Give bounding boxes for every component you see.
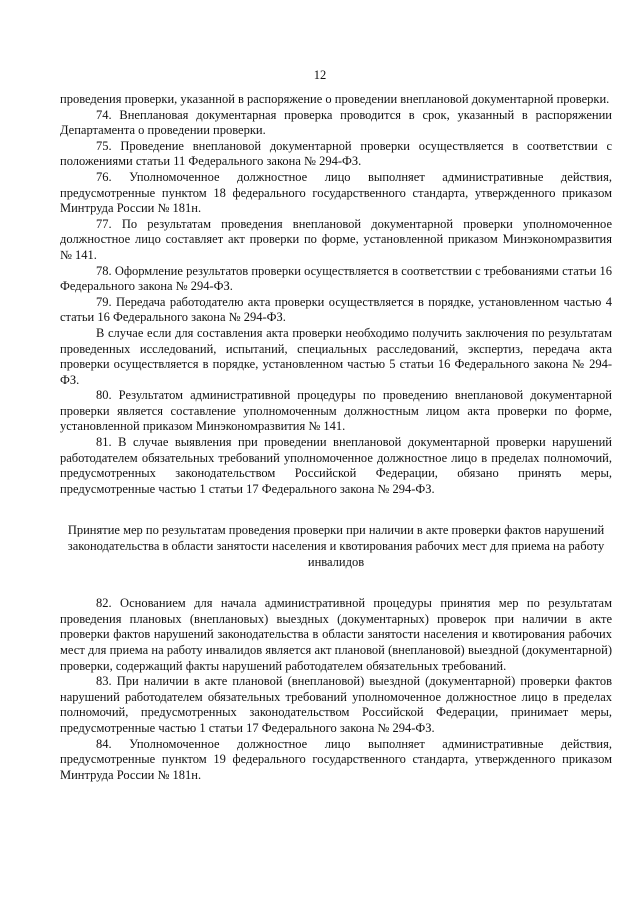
paragraph-p82: 82. Основанием для начала административной процедуры принятия мер по результатам проведения плановых (внеплановых) выездных (документарных) проверок при наличии в акте проверки фактов нарушений законодательства в области занятости населения и квотирования рабочих мест для приема на работу инвалидов является акт плановой (внеплановой) выездной (документарной) проверки, содержащий факты нарушений работодателем обязательных требований. — [60, 596, 612, 673]
section-heading: Принятие мер по результатам проведения проверки при наличии в акте проверки фактов нарушений законодательства в области занятости населения и квотирования рабочих мест для приема на работу инвалидов — [67, 523, 605, 569]
paragraph-group-bottom — [60, 596, 612, 783]
paragraph-p78: 78. Оформление результатов проверки осуществляется в соответствии с требованиями статьи 16 Федерального закона № 294-ФЗ. — [60, 263, 612, 294]
paragraph-p77: 77. По результатам проведения внеплановой документарной проверки уполномоченное должностное лицо составляет акт проверки по форме, установленной приказом Минэкономразвития № 141. — [60, 216, 612, 262]
paragraph-cont: проведения проверки, указанной в распоряжение о проведении внеплановой документарной проверки. — [60, 92, 610, 106]
paragraph-p79b: В случае если для составления акта проверки необходимо получить заключения по результатам проведенных исследований, испытаний, специальных расследований, экспертиз, передача акта проверки осуществляется в порядке, установленном частью 5 статьи 16 Федерального закона № 294-ФЗ. — [60, 325, 612, 387]
page-number: 12 — [313, 68, 327, 82]
paragraph-p76: 76. Уполномоченное должностное лицо выполняет административные действия, предусмотренные пунктом 18 федерального государственного стандарта, утвержденного приказом Минтруда России № 181н. — [60, 169, 612, 216]
paragraph-p84: 84. Уполномоченное должностное лицо выполняет административные действия, предусмотренные пунктом 19 федерального государственного стандарта, утвержденного приказом Минтруда России № 181н. — [60, 736, 612, 782]
paragraph-p80: 80. Результатом административной процедуры по проведению внеплановой документарной проверки является составление уполномоченным должностным лицом акта проверки по форме, установленной приказом Минэкономразвития № 141. — [60, 388, 612, 434]
paragraph-group-top — [60, 92, 612, 497]
paragraph-p74: 74. Внеплановая документарная проверка проводится в срок, указанный в распоряжении Департамента о проведении проверки. — [60, 107, 612, 138]
paragraph-p83: 83. При наличии в акте плановой (внеплановой) выездной (документарной) проверки фактов нарушений работодателем обязательных требований уполномоченное должностное лицо в пределах полномочий, предусмотренных законодательством Российской Федерации, принимает меры, предусмотренные частью 1 статьи 17 Федерального закона № 294-ФЗ. — [60, 674, 612, 735]
paragraph-p79: 79. Передача работодателю акта проверки осуществляется в порядке, установленном частью 4 статьи 16 Федерального закона № 294-ФЗ. — [60, 294, 612, 325]
paragraph-p75: 75. Проведение внеплановой документарной проверки осуществляется в соответствии с положениями статьи 11 Федерального закона № 294-ФЗ. — [60, 138, 612, 169]
paragraph-p81: 81. В случае выявления при проведении внеплановой документарной проверки нарушений работодателем обязательных требований уполномоченное должностное лицо в пределах полномочий, предусмотренных законодательством Российской Федерации, обязано принять меры, предусмотренные частью 1 статьи 17 Федерального закона № 294-ФЗ. — [60, 435, 612, 496]
document-body — [60, 92, 612, 783]
